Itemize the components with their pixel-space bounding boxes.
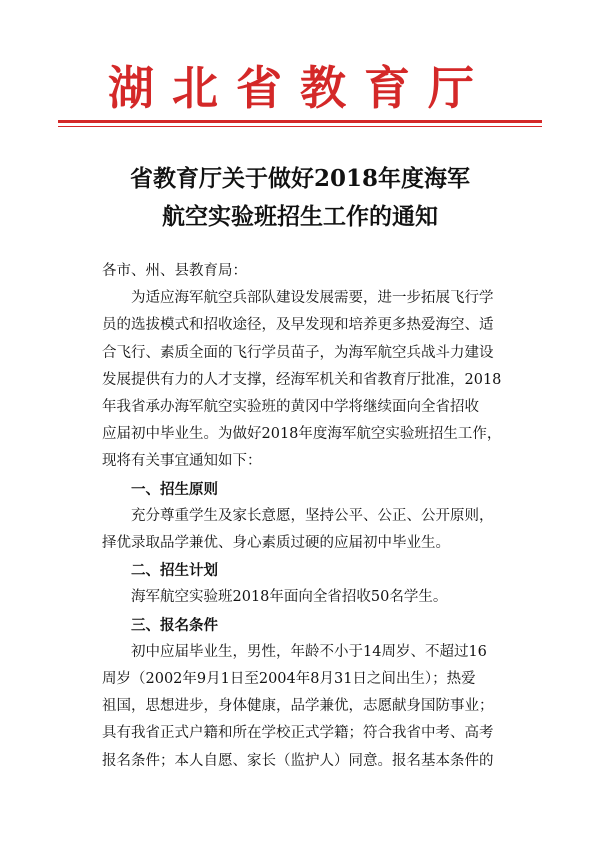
body-line: 员的选拔模式和招收途径，及早发现和培养更多热爱海空、适 xyxy=(102,317,494,334)
body-line: 祖国，思想进步，身体健康，品学兼优，志愿献身国防事业； xyxy=(102,698,494,715)
body-line: 具有我省正式户籍和所在学校正式学籍；符合我省中考、高考 xyxy=(102,725,494,742)
document-body xyxy=(102,258,540,775)
section-heading: 三、报名条件 xyxy=(131,616,218,634)
section-heading: 二、招生计划 xyxy=(131,562,218,580)
document-title xyxy=(60,160,540,236)
masthead-rule-thin xyxy=(58,126,542,127)
body-line: 海军航空实验班2018年面向全省招收50名学生。 xyxy=(131,589,448,606)
body-line: 年我省承办海军航空实验班的黄冈中学将继续面向全省招收 xyxy=(102,399,479,416)
body-line: 发展提供有力的人才支撑，经海军机关和省教育厅批准，2018 xyxy=(102,371,502,388)
body-line: 初中应届毕业生，男性，年龄不小于14周岁、不超过16 xyxy=(131,643,487,660)
body-line: 为适应海军航空兵部队建设发展需要，进一步拓展飞行学 xyxy=(131,290,494,307)
masthead-title: 湖北省教育厅 xyxy=(108,61,492,115)
salutation: 各市、州、县教育局： xyxy=(102,263,247,279)
body-line: 充分尊重学生及家长意愿，坚持公平、公正、公开原则， xyxy=(131,507,494,524)
title-line: 省教育厅关于做好2018年度海军 xyxy=(129,165,470,192)
body-line: 择优录取品学兼优、身心素质过硬的应届初中毕业生。 xyxy=(102,535,450,552)
body-line: 合飞行、素质全面的飞行学员苗子，为海军航空兵战斗力建设 xyxy=(102,344,494,361)
body-line: 现将有关事宜通知如下： xyxy=(102,453,262,470)
body-line: 应届初中毕业生。为做好2018年度海军航空实验班招生工作， xyxy=(102,426,502,443)
body-line: 周岁（2002年9月1日至2004年8月31日之间出生）；热爱 xyxy=(102,671,476,688)
section-heading: 一、招生原则 xyxy=(131,480,218,498)
body-line: 报名条件；本人自愿、家长（监护人）同意。报名基本条件的 xyxy=(102,752,494,769)
title-line: 航空实验班招生工作的通知 xyxy=(162,203,438,230)
masthead-rule-thick xyxy=(58,120,542,123)
